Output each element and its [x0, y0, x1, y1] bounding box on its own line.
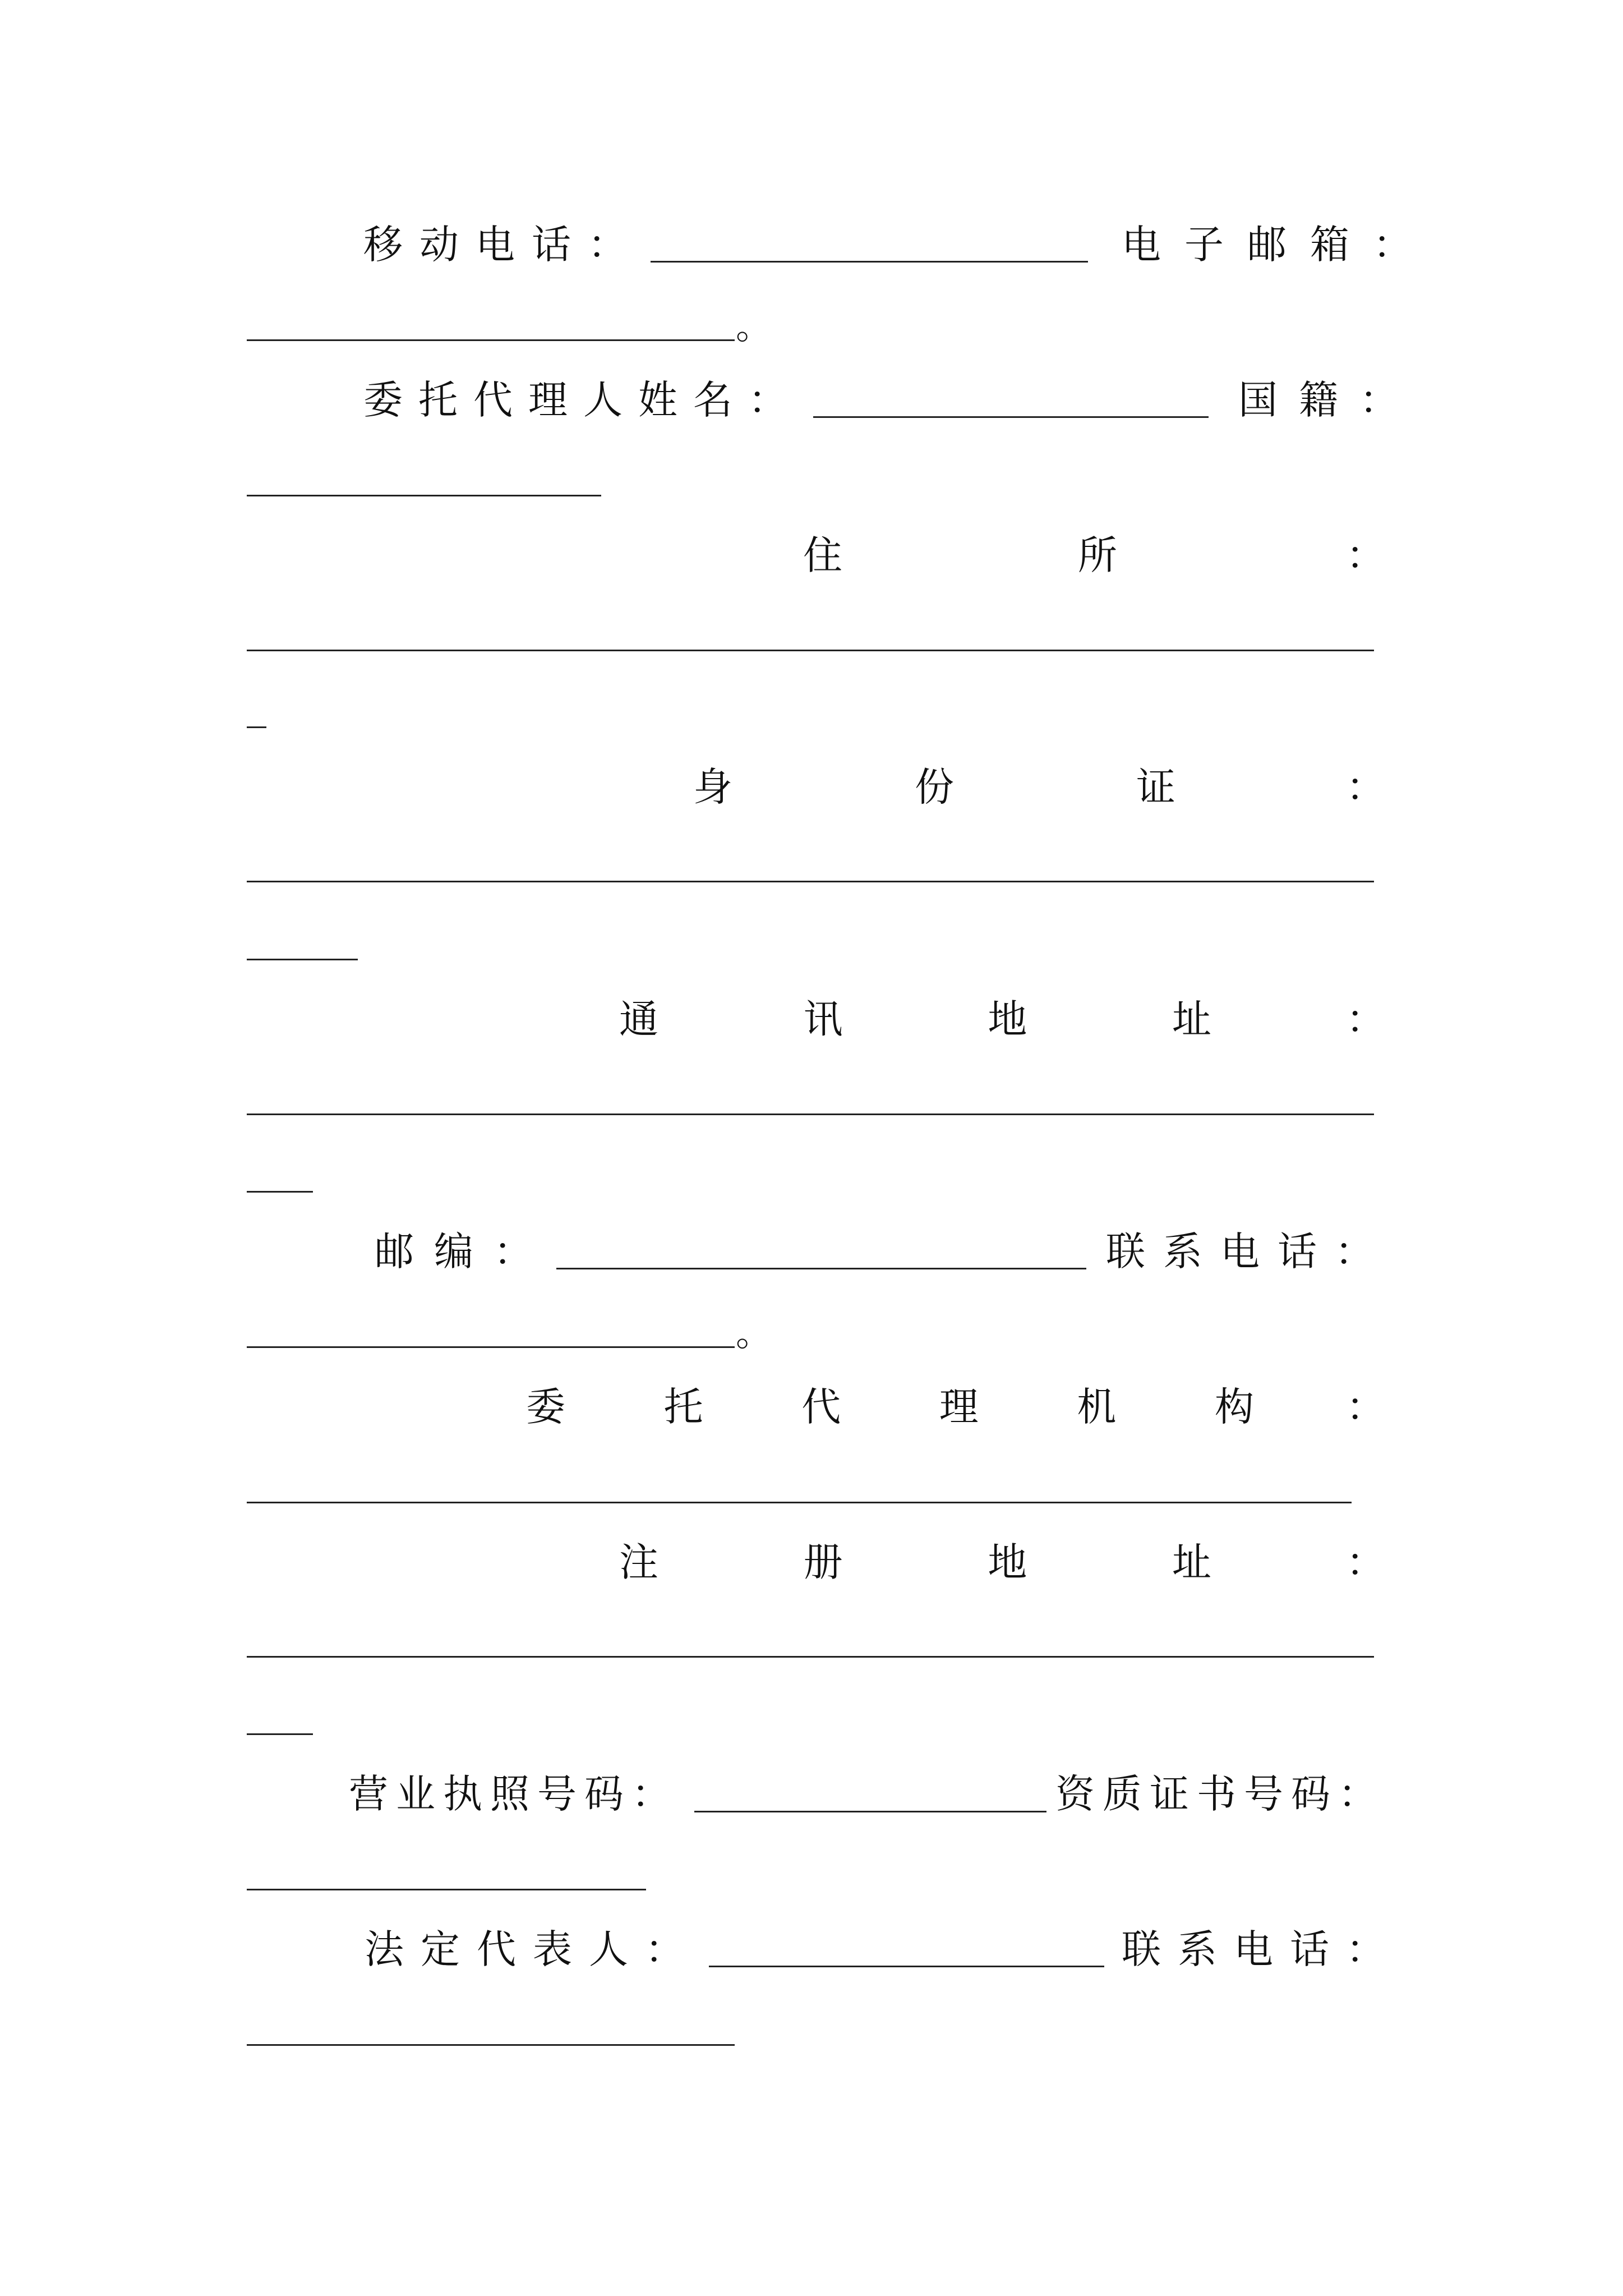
mailing-address-char-4: 址 [1172, 996, 1211, 1042]
domicile-colon: ： [1346, 532, 1385, 578]
agency-char-1: 委 [526, 1384, 565, 1430]
contact-phone-label: 联系电话： [1106, 1228, 1392, 1274]
postcode-label: 邮编： [375, 1228, 553, 1274]
registered-address-label [619, 1537, 1211, 1588]
nationality-field[interactable] [247, 495, 601, 496]
mailing-address-field[interactable] [247, 1114, 1374, 1115]
domicile-char-1: 住 [803, 532, 842, 578]
agency-colon: ： [1346, 1384, 1385, 1430]
domicile-field[interactable] [247, 650, 1374, 651]
agency-char-4: 理 [939, 1384, 979, 1430]
email-end-mark: 。 [736, 306, 772, 348]
id-card-label [693, 762, 1175, 812]
contact-phone-field-2[interactable] [247, 2044, 735, 2046]
legal-representative-field[interactable] [709, 1966, 1104, 1967]
qualification-cert-label: 资质证书号码： [1055, 1771, 1385, 1817]
business-license-field[interactable] [694, 1811, 1046, 1812]
registered-address-colon: ： [1346, 1539, 1385, 1585]
agent-name-label: 委托代理人姓名： [363, 377, 803, 423]
mailing-address-colon: ： [1346, 996, 1385, 1042]
legal-representative-label: 法定代表人： [365, 1926, 701, 1972]
id-card-field[interactable] [247, 881, 1374, 882]
qualification-cert-field[interactable] [247, 1889, 646, 1890]
agency-field[interactable] [247, 1502, 1352, 1503]
registered-address-char-4: 址 [1172, 1539, 1211, 1585]
email-label: 电子邮箱： [1122, 222, 1436, 268]
mailing-address-field-tail[interactable] [247, 1191, 313, 1193]
agency-char-2: 托 [663, 1384, 703, 1430]
registered-address-field[interactable] [247, 1656, 1374, 1658]
mailing-address-char-2: 讯 [803, 996, 843, 1042]
domicile-label [803, 530, 1117, 581]
mailing-address-label [619, 994, 1211, 1045]
email-field[interactable] [247, 339, 735, 341]
mobile-phone-label: 移动电话： [363, 222, 644, 268]
contact-phone-end-mark: 。 [736, 1313, 772, 1355]
domicile-field-tail[interactable] [247, 726, 266, 728]
id-card-colon: ： [1346, 764, 1385, 810]
contact-phone-label-2: 联系电话： [1122, 1926, 1402, 1972]
postcode-field[interactable] [556, 1268, 1086, 1269]
agent-name-field[interactable] [813, 416, 1209, 418]
business-license-label: 营业执照号码： [349, 1771, 679, 1817]
agency-label [526, 1382, 1254, 1432]
id-card-char-1: 身 [693, 764, 732, 810]
id-card-field-tail[interactable] [247, 959, 358, 960]
domicile-char-2: 所 [1078, 532, 1117, 578]
nationality-label: 国籍： [1238, 377, 1420, 423]
registered-address-char-2: 册 [803, 1539, 843, 1585]
registered-address-char-1: 注 [619, 1539, 658, 1585]
mobile-phone-field[interactable] [651, 261, 1088, 263]
agency-char-6: 构 [1214, 1384, 1254, 1430]
id-card-char-3: 证 [1136, 764, 1175, 810]
id-card-char-2: 份 [915, 764, 954, 810]
registered-address-field-tail[interactable] [247, 1733, 313, 1735]
agency-char-3: 代 [801, 1384, 841, 1430]
contact-phone-field[interactable] [247, 1346, 735, 1348]
mailing-address-char-3: 地 [988, 996, 1027, 1042]
mailing-address-char-1: 通 [619, 996, 658, 1042]
registered-address-char-3: 地 [988, 1539, 1027, 1585]
agency-char-5: 机 [1077, 1384, 1117, 1430]
